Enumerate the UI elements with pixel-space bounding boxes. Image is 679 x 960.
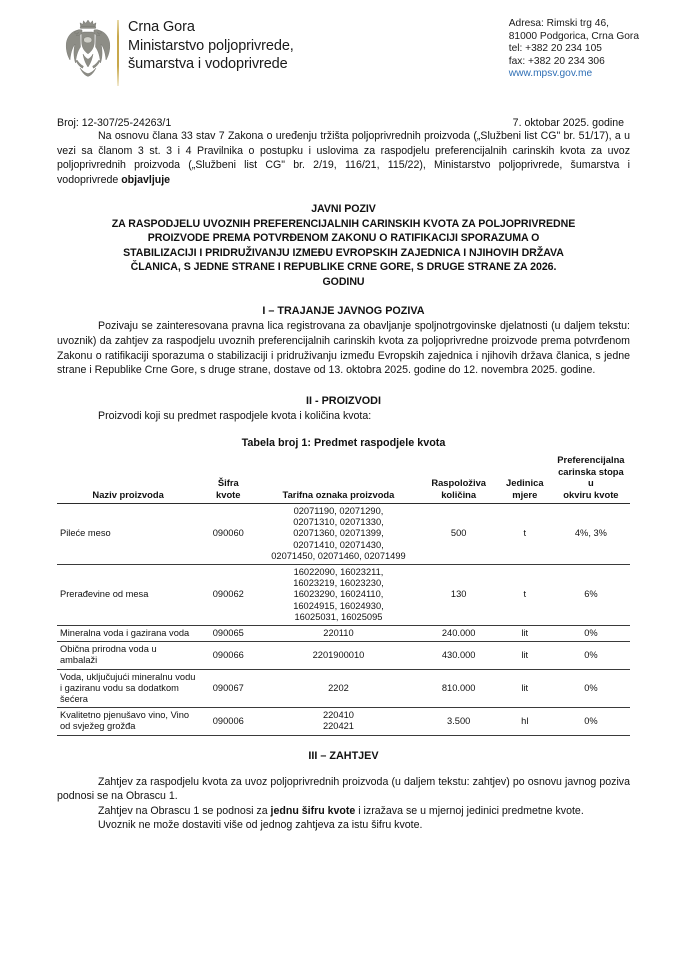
cell-quota-code: 090060 [199,503,257,564]
preamble-bold-tail: objavljuje [121,173,171,186]
col-header-preferential-rate-l4: okviru kvote [563,488,619,500]
table-caption: Tabela broj 1: Predmet raspodjele kvota [241,437,446,450]
table-row [57,669,630,708]
cell-unit: lit [498,642,552,669]
cell-quota-code: 090006 [199,708,257,735]
col-header-available-quantity [420,453,498,503]
cell-quota-code: 090067 [199,669,257,708]
title-line-1: JAVNI POZIV [311,203,376,216]
section-3-heading: III – ZAHTJEV [308,749,379,762]
title-line-3: PROIZVODE PREMA POTVRĐENOM ZAKONU O RATIFIKACIJI SPORAZUMA O [147,232,540,245]
tariff-code-line: 220110 [323,628,354,638]
cell-product-name: Voda, uključujući mineralnu vodu i gaziranu vodu sa dodatkom šećera [57,669,199,708]
cell-available-quantity: 240.000 [420,626,498,642]
cell-tariff-codes [257,626,419,642]
cell-product-name: Mineralna voda i gazirana voda [57,626,199,642]
cell-available-quantity: 430.000 [420,642,498,669]
cell-tariff-codes [257,564,419,625]
title-line-6: GODINU [322,275,365,288]
ministry-title [128,16,509,74]
title-line-4: STABILIZACIJI I PRIDRUŽIVANJU IZMEĐU EVROPSKIH ZAJEDNICA I NJIHOVIH DRŽAVA [123,246,564,259]
cell-product-name: Prerađevine od mesa [57,564,199,625]
cell-unit: t [498,564,552,625]
address-fax: fax: +382 20 234 306 [508,55,605,67]
col-header-unit-l1: Jedinica [506,477,544,489]
cell-tariff-codes [257,642,419,669]
section-3-body [57,775,630,833]
cell-product-name: Obična prirodna voda u ambalaži [57,642,199,669]
col-header-available-quantity-l2: količina [441,488,477,500]
cell-tariff-codes [257,708,419,735]
col-header-preferential-rate-l1: Preferencijalna [557,454,625,466]
col-header-quota-code-l1: Šifra [217,477,239,489]
section-2-heading: II - PROIZVODI [306,394,381,407]
tariff-code-line: 16025031, 16025095 [294,611,383,622]
address-line-2: 81000 Podgorica, Crna Gora [508,30,639,42]
cell-preferential-rate: 0% [552,626,630,642]
section-1-heading: I – TRAJANJE JAVNOG POZIVA [262,305,425,318]
preamble-paragraph [57,129,630,187]
ministry-line-2: šumarstva i vodoprivrede [128,56,288,72]
cell-preferential-rate: 0% [552,708,630,735]
country-name: Crna Gora [128,19,195,35]
cell-quota-code: 090066 [199,642,257,669]
section-3-paragraph-3: Uvoznik ne može dostaviti više od jednog zahtjeva za istu šifru kvote. [98,819,423,832]
col-header-preferential-rate-l3: u [588,477,594,489]
col-header-preferential-rate-l2: carinska stopa [558,465,624,477]
tariff-code-line: 16023219, 16023230, [293,578,384,589]
col-header-quota-code-l2: kvote [216,488,241,500]
document-body [0,117,679,833]
section-3-paragraph-2-post: i izražava se u mjernoj jedinici predmetne kvote. [355,804,584,817]
table-row [57,642,630,669]
cell-preferential-rate: 4%, 3% [552,503,630,564]
header-address-block [509,16,639,81]
table-row [57,626,630,642]
col-header-product-name-text: Naziv proizvoda [92,488,164,500]
tariff-code-line: 220410 [322,710,354,721]
tariff-code-line: 02071190, 02071290, [293,505,384,516]
ministry-website-link[interactable]: www.mpsv.gov.me [508,68,593,80]
tariff-code-line: 02071410, 02071430, [293,539,384,550]
col-header-unit-l2: mjere [512,488,538,500]
tariff-code-line: 2202 [328,682,349,693]
section-3-paragraph-1: Zahtjev za raspodjelu kvota za uvoz poljoprivrednih proizvoda (u daljem tekstu: zahtjev) po osnovu javnog poziva podnosi se na Obrascu 1. [57,775,630,803]
reference-row [57,117,630,129]
page-title [57,202,630,289]
tariff-code-line: 2201900010 [312,649,365,660]
cell-preferential-rate: 0% [552,669,630,708]
tariff-code-line: 02071310, 02071330, [293,517,384,528]
cell-available-quantity: 3.500 [420,708,498,735]
tariff-code-line: 02071450, 02071460, 02071499 [271,550,406,561]
section-2-paragraph: Proizvodi koji su predmet raspodjele kvota i količina kvota: [98,409,372,422]
title-line-5: ČLANICA, S JEDNE STRANE I REPUBLIKE CRNE GORE, S DRUGE STRANE ZA 2026. [130,261,557,274]
quota-table-head [57,453,630,503]
tariff-code-line: 02071360, 02071399, [293,528,384,539]
cell-tariff-codes [257,503,419,564]
title-line-2: ZA RASPODJELU UVOZNIH PREFERENCIJALNIH CARINSKIH KVOTA ZA POLJOPRIVREDNE [111,217,576,230]
cell-preferential-rate: 6% [552,564,630,625]
col-header-unit [498,453,552,503]
cell-unit: lit [498,626,552,642]
cell-available-quantity: 500 [420,503,498,564]
table-row [57,564,630,625]
cell-quota-code: 090065 [199,626,257,642]
cell-available-quantity: 130 [420,564,498,625]
tariff-code-line: 220421 [322,721,354,732]
montenegro-coat-of-arms-icon [63,16,113,86]
section-3-paragraph-2-bold: jednu šifru kvote [270,804,356,817]
cell-product-name: Kvalitetno pjenušavo vino, Vino od svježeg grožđa [57,708,199,735]
quota-table [57,453,630,735]
cell-unit: t [498,503,552,564]
tariff-code-line: 16023290, 16024110, [293,589,384,600]
cell-unit: hl [498,708,552,735]
col-header-preferential-rate [552,453,630,503]
col-header-tariff-code-text: Tarifna oznaka proizvoda [282,488,395,500]
ministry-line-1: Ministarstvo poljoprivrede, [128,37,294,54]
header-divider [117,20,119,86]
cell-preferential-rate: 0% [552,642,630,669]
table-header-row [57,453,630,503]
reference-number: Broj: 12-307/25-24263/1 [57,117,172,129]
section-1-paragraph: Pozivaju se zainteresovana pravna lica registrovana za obavljanje spoljnotrgovinske djelatnosti (u daljem tekstu: uvoznik) da zahtjev za raspodjelu uvoznih preferencijalnih carinskih kvota za poljoprivredne proizvode prema potvrđenom Zakonu o ratifikaciji sporazuma o stabilizaciji i pridruživanju između Evropskih zajednica i njihovih država članica, s jedne strane i Republike Crne Gore, s druge strane, dostave od 13. oktobra 2025. godine do 12. novembra 2025. godine. [57,320,630,377]
table-row [57,503,630,564]
col-header-quota-code [199,453,257,503]
tariff-code-line: 16024915, 16024930, [293,600,384,611]
quota-table-body [57,503,630,735]
section-3-paragraph-2 [57,804,630,819]
cell-product-name: Pileće meso [57,503,199,564]
address-phone: tel: +382 20 234 105 [508,43,602,55]
section-3-paragraph-2-pre: Zahtjev na Obrascu 1 se podnosi za [98,804,271,817]
table-row [57,708,630,735]
col-header-product-name [57,453,199,503]
preamble-text: Na osnovu člana 33 stav 7 Zakona o uređenju tržišta poljoprivrednih proizvoda („Službeni list CG" br. 51/17), a u vezi sa članom 3 st. 3 i 4 Pravilnika o postupku i uslovima za raspodjelu preferencijalnih carinskih kvota za uvoz poljoprivrednih proizvoda („Službeni list CG" br. 2/19, 116/21, 115/22), Ministarstvo poljoprivrede, šumarstva i vodoprivrede [57,130,630,186]
cell-tariff-codes [257,669,419,708]
tariff-code-line: 16022090, 16023211, [293,566,384,577]
cell-quota-code: 090062 [199,564,257,625]
col-header-tariff-code [257,453,419,503]
col-header-available-quantity-l1: Raspoloživa [431,477,487,489]
cell-available-quantity: 810.000 [420,669,498,708]
document-header [0,0,679,98]
cell-unit: lit [498,669,552,708]
address-line-1: Adresa: Rimski trg 46, [508,18,609,29]
document-date: 7. oktobar 2025. godine [512,117,624,129]
